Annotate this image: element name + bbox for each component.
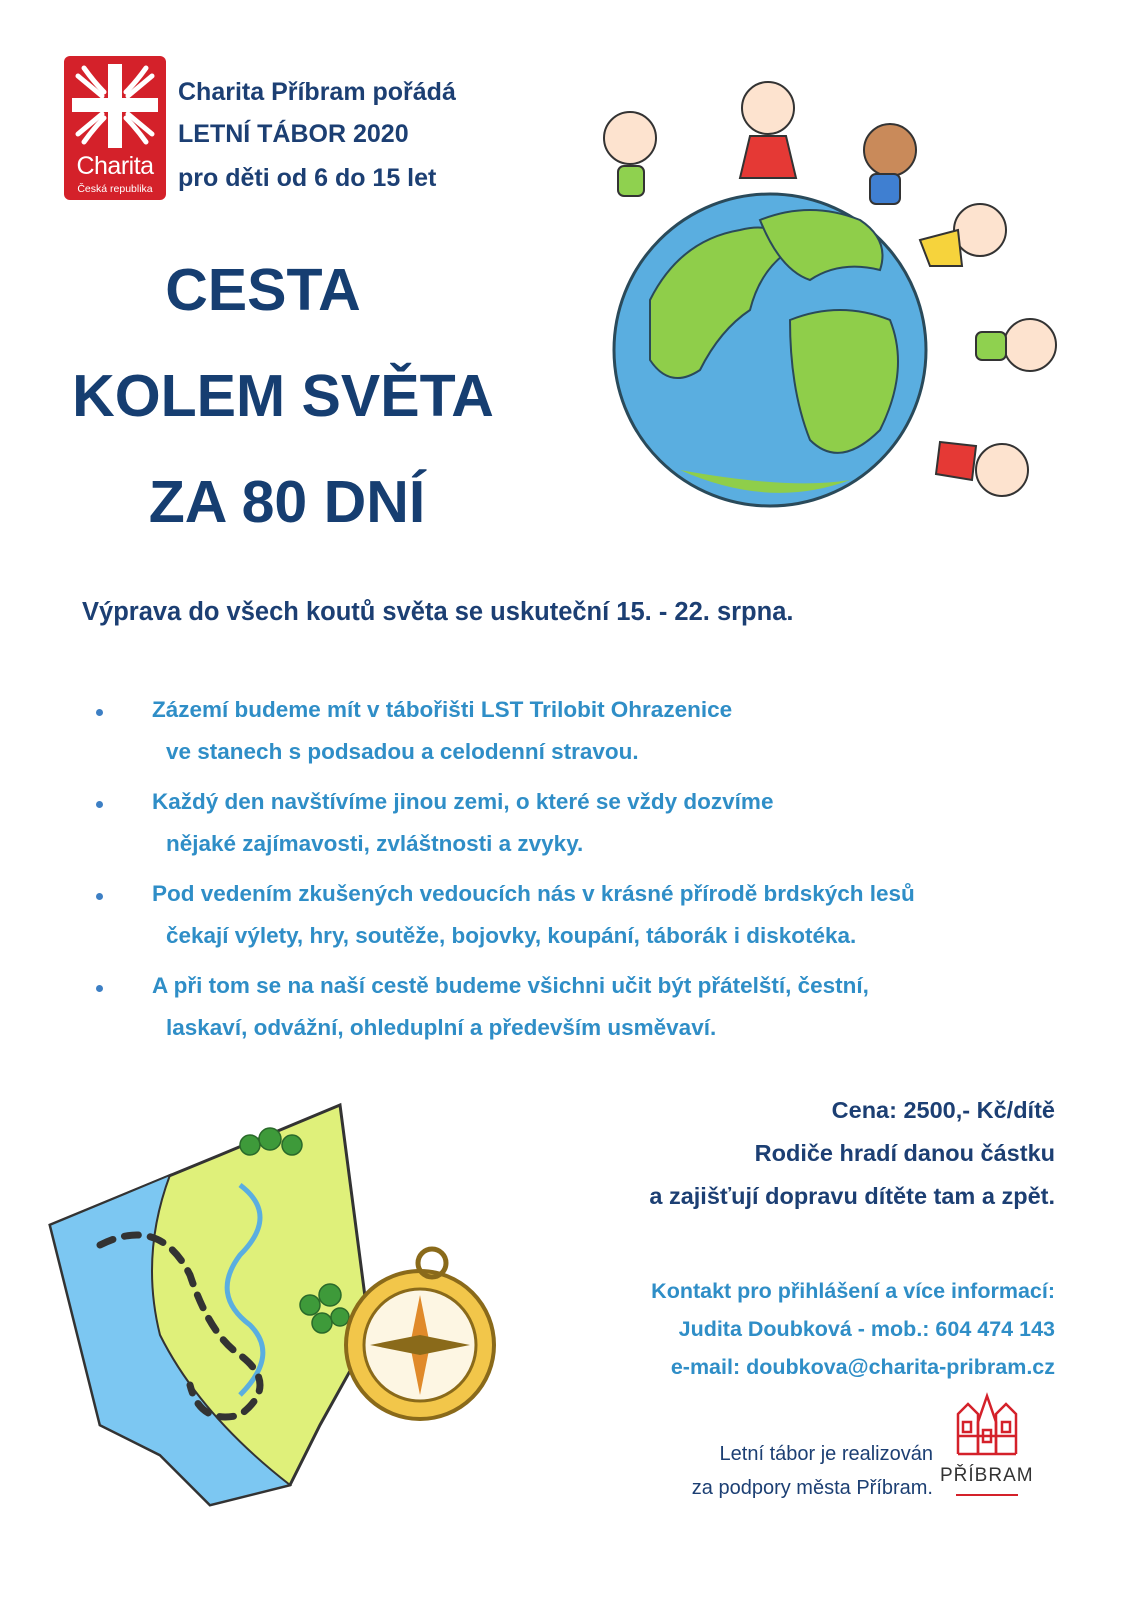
pribram-logo-underline	[956, 1494, 1018, 1496]
pribram-castle-icon	[954, 1392, 1020, 1458]
camp-name-line: LETNÍ TÁBOR 2020	[178, 120, 409, 148]
bullet-icon	[96, 985, 103, 992]
organizer-line: Charita Příbram pořádá	[178, 78, 456, 106]
compass-icon	[346, 1249, 494, 1419]
child-3	[864, 124, 916, 204]
globe-with-children-illustration	[590, 70, 1080, 510]
child-4	[920, 204, 1006, 266]
title-line-3: ZA 80 DNÍ	[148, 469, 426, 535]
bullet-icon	[96, 801, 103, 808]
price-line: Cena: 2500,- Kč/dítě	[831, 1097, 1055, 1123]
child-5	[976, 319, 1056, 371]
contact-email[interactable]: e-mail: doubkova@charita-pribram.cz	[670, 1355, 1055, 1379]
contact-heading: Kontakt pro přihlášení a více informací:	[651, 1279, 1055, 1303]
pribram-logo-label: PŘÍBRAM	[940, 1465, 1034, 1486]
support-line-1: Letní tábor je realizován	[719, 1443, 933, 1465]
child-6	[936, 442, 1028, 496]
title-line-1: CESTA	[165, 257, 361, 323]
age-range-line: pro děti od 6 do 15 let	[178, 164, 437, 192]
charita-logo	[64, 56, 166, 200]
transport-line: a zajišťují dopravu dítěte tam a zpět.	[649, 1183, 1055, 1209]
charita-cross-icon	[64, 56, 166, 156]
dates-line: Výprava do všech koutů světa se uskuteční 15. - 22. srpna.	[82, 598, 794, 626]
logo-name: Charita	[76, 152, 154, 180]
bullet-icon	[96, 709, 103, 716]
child-1	[604, 112, 656, 196]
logo-subtitle: Česká republika	[77, 183, 153, 195]
child-2	[740, 82, 796, 178]
title-line-2: KOLEM SVĚTA	[72, 363, 494, 429]
contact-phone: Judita Doubková - mob.: 604 474 143	[678, 1317, 1055, 1341]
support-line-2: za podpory města Příbram.	[691, 1477, 933, 1499]
payment-line: Rodiče hradí danou částku	[754, 1140, 1055, 1166]
bullet-icon	[96, 893, 103, 900]
treasure-map-with-compass-illustration	[40, 1095, 510, 1515]
